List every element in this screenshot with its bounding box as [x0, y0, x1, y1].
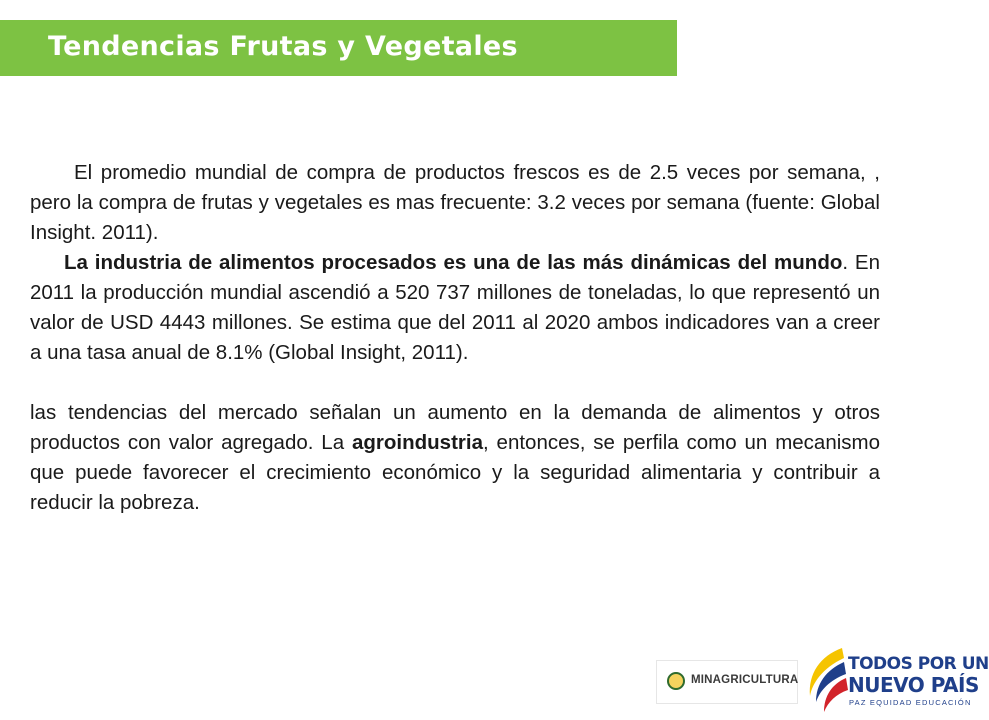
paragraph-2-bold: La industria de alimentos procesados es una de las más dinámicas del mundo	[64, 251, 843, 274]
paragraph-1-text: El promedio mundial de compra de productos frescos es de 2.5 veces por semana, , pero la compra de frutas y vegetales es mas frecuente: 3.2 veces por semana (fuente: Global Insight. 2011).	[30, 161, 880, 244]
page-title: Tendencias Frutas y Vegetales	[48, 31, 518, 62]
paragraph-3	[30, 398, 880, 518]
ministry-logo	[656, 660, 798, 704]
colombia-seal-icon	[667, 672, 685, 690]
ministry-logo-text: MINAGRICULTURA	[691, 674, 799, 686]
paragraph-3-text-start: las tendencias del mercado señalan un aumento en la demanda de alimentos y otros productos con valor agregado. La	[30, 401, 880, 454]
colombia-flag-swoosh-icon	[802, 644, 848, 718]
body-text	[30, 158, 880, 518]
campaign-line-2: NUEVO PAÍS	[848, 673, 979, 697]
title-bar	[0, 20, 677, 76]
paragraph-2	[30, 248, 880, 368]
paragraph-3-bold: agroindustria	[351, 431, 483, 454]
footer-logos	[652, 640, 989, 720]
paragraph-3-text-end: , entonces, se perfila como un mecanismo que puede favorecer el crecimiento económico y la seguridad alimentaria y contribuir a reducir la pobreza.	[30, 431, 881, 514]
campaign-line-3: PAZ EQUIDAD EDUCACIÓN	[849, 698, 972, 707]
paragraph-2-text: . En 2011 la producción mundial ascendió a 520 737 millones de toneladas, lo que representó un valor de USD 4443 millones. Se estima que del 2011 al 2020 ambos indicadores van a creer a una tasa anual de 8.1% (Global Insight, 2011).	[30, 251, 880, 364]
paragraph-1	[30, 158, 880, 248]
campaign-line-1: TODOS POR UN	[848, 654, 989, 674]
